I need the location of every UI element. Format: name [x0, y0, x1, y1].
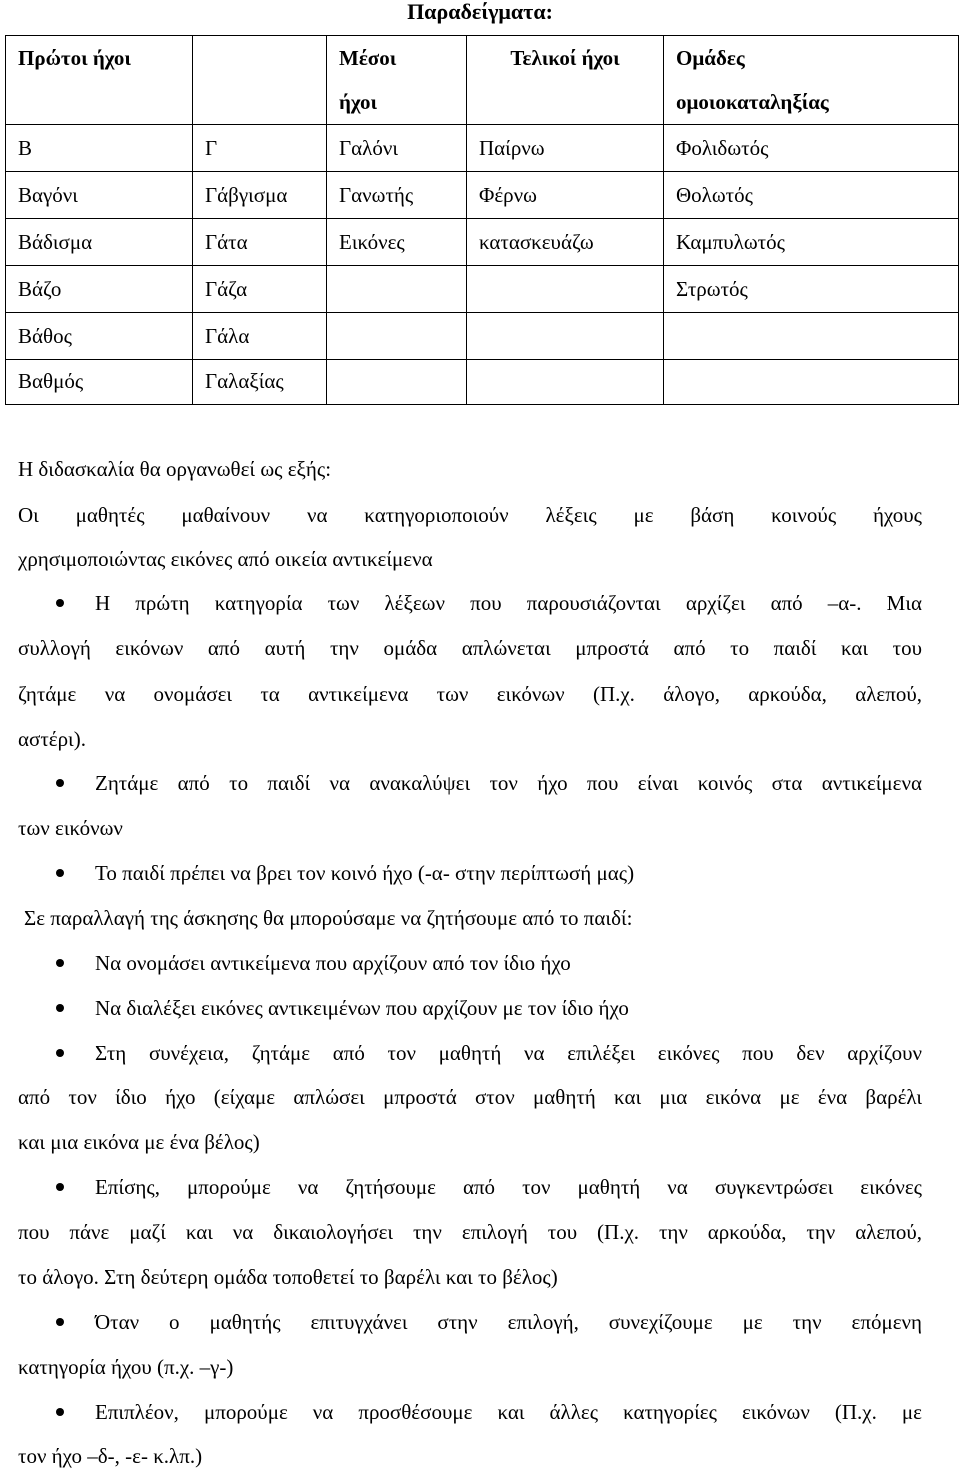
paragraph-line: ζητάμε να ονομάσει τα αντικείμενα των εικόνων (Π.χ. άλογο, αρκούδα, αλεπού, [18, 682, 922, 706]
bullet-item: Επίσης, μπορούμε να ζητήσουμε από τον μαθητή να συγκεντρώσει εικόνες [95, 1175, 922, 1199]
intro-line: Οι μαθητές μαθαίνουν να κατηγοριοποιούν λέξεις με βάση κοινούς ήχους [18, 503, 922, 527]
table-cell: Γ [193, 125, 327, 172]
table-cell: Γαλαξίας [193, 360, 327, 405]
paragraph-line: τον ήχο –δ-, -ε- κ.λπ.) [18, 1444, 203, 1468]
bullet-item: Να ονομάσει αντικείμενα που αρχίζουν από τον ίδιο ήχο [95, 951, 571, 975]
bullet-item: Όταν ο μαθητής επιτυγχάνει στην επιλογή, συνεχίζουμε με την επόμενη [95, 1310, 922, 1334]
table-row [6, 125, 959, 172]
table-cell [467, 266, 664, 313]
table-cell: Φολιδωτός [664, 125, 959, 172]
table-cell: Βάδισμα [6, 219, 193, 266]
paragraph-line: και μια εικόνα με ένα βέλος) [18, 1130, 260, 1154]
table-cell: κατασκευάζω [467, 219, 664, 266]
paragraph-line: το άλογο. Στη δεύτερη ομάδα τοποθετεί το βαρέλι και το βέλος) [18, 1265, 558, 1289]
header-middle-sounds: Μέσοι ήχοι [327, 36, 467, 125]
bullet-item: Ζητάμε από το παιδί να ανακαλύψει τον ήχο που είναι κοινός στα αντικείμενα [95, 771, 922, 795]
paragraph-line: κατηγορία ήχου (π.χ. –γ-) [18, 1355, 234, 1379]
header-rhyme-groups: Ομάδες ομοιοκαταληξίας [664, 36, 959, 125]
table-header-row [6, 36, 959, 125]
table-cell: Γάλα [193, 313, 327, 360]
table-cell [327, 266, 467, 313]
table-row [6, 266, 959, 313]
table-cell: Γάτα [193, 219, 327, 266]
table-row [6, 313, 959, 360]
table-cell [664, 313, 959, 360]
table-row [6, 360, 959, 405]
intro-line: χρησιμοποιώντας εικόνες από οικεία αντικείμενα [18, 547, 433, 571]
table-cell [467, 360, 664, 405]
table-cell: Γαλόνι [327, 125, 467, 172]
table-cell: Στρωτός [664, 266, 959, 313]
table-cell [327, 313, 467, 360]
table-cell: Γάζα [193, 266, 327, 313]
sounds-table [5, 35, 959, 405]
table-cell: Βαθμός [6, 360, 193, 405]
bullet-item: Να διαλέξει εικόνες αντικειμένων που αρχίζουν με τον ίδιο ήχο [95, 996, 629, 1020]
bullet-item: Στη συνέχεια, ζητάμε από τον μαθητή να επιλέξει εικόνες που δεν αρχίζουν [95, 1041, 922, 1065]
header-empty [193, 36, 327, 125]
table-row [6, 219, 959, 266]
table-cell: Βάθος [6, 313, 193, 360]
bullet-item: Επιπλέον, μπορούμε να προσθέσουμε και άλλες κατηγορίες εικόνων (Π.χ. με [95, 1400, 922, 1424]
intro-line: Η διδασκαλία θα οργανωθεί ως εξής: [18, 457, 332, 481]
table-cell: Καμπυλωτός [664, 219, 959, 266]
table-row [6, 172, 959, 219]
table-cell: Γάβγισμα [193, 172, 327, 219]
table-cell [467, 313, 664, 360]
table-cell: Εικόνες [327, 219, 467, 266]
table-cell: Βαγόνι [6, 172, 193, 219]
table-cell: Γανωτής [327, 172, 467, 219]
bullet-item: Η πρώτη κατηγορία των λέξεων που παρουσιάζονται αρχίζει από –α-. Μια [95, 591, 922, 615]
paragraph-line: που πάνε μαζί και να δικαιολογήσει την επιλογή του (Π.χ. την αρκούδα, την αλεπού, [18, 1220, 922, 1244]
paragraph-line: αστέρι). [18, 727, 86, 751]
table-cell: Β [6, 125, 193, 172]
table-cell [664, 360, 959, 405]
paragraph-line: συλλογή εικόνων από αυτή την ομάδα απλώνεται μπροστά από το παιδί και του [18, 636, 922, 660]
header-first-sounds: Πρώτοι ήχοι [6, 36, 193, 125]
table-cell: Θολωτός [664, 172, 959, 219]
variation-line: Σε παραλλαγή της άσκησης θα μπορούσαμε να ζητήσουμε από το παιδί: [24, 906, 633, 930]
table-cell [327, 360, 467, 405]
paragraph-line: από τον ίδιο ήχο (είχαμε απλώσει μπροστά στον μαθητή και μια εικόνα με ένα βαρέλι [18, 1085, 922, 1109]
page-heading: Παραδείγματα: [407, 0, 553, 24]
header-final-sounds: Τελικοί ήχοι [467, 36, 664, 125]
table-cell: Φέρνω [467, 172, 664, 219]
paragraph-line: των εικόνων [18, 816, 123, 840]
table-cell: Βάζο [6, 266, 193, 313]
bullet-item: Το παιδί πρέπει να βρει τον κοινό ήχο (-α- στην περίπτωσή μας) [95, 861, 635, 885]
table-cell: Παίρνω [467, 125, 664, 172]
